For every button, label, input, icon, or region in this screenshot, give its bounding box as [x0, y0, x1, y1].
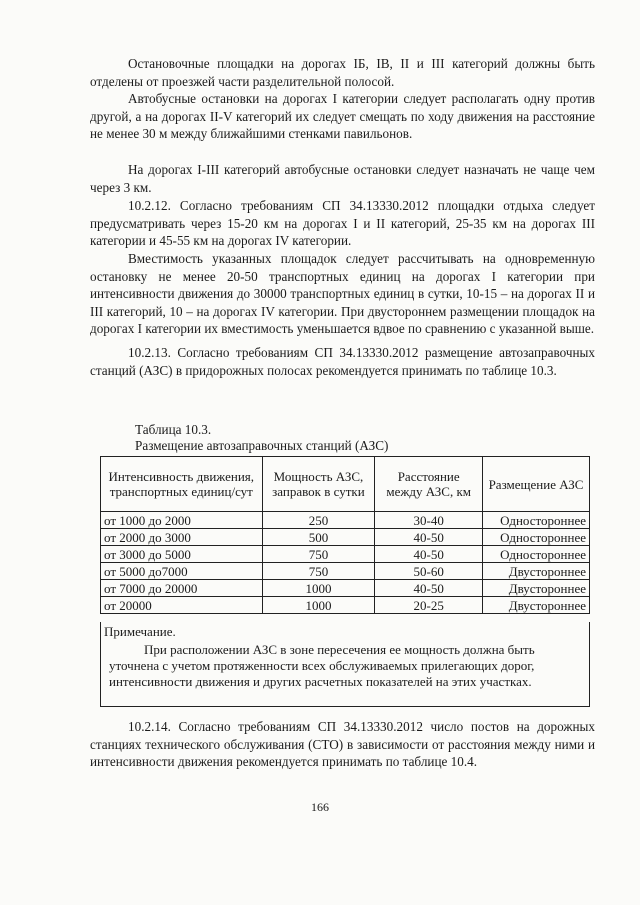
header-capacity: Мощность АЗС, заправок в сутки — [262, 457, 375, 512]
table-row — [101, 597, 590, 614]
header-distance: Расстояние между АЗС, км — [375, 457, 483, 512]
cell-intensity: от 1000 до 2000 — [101, 512, 263, 529]
cell-placement: Двустороннее — [483, 580, 590, 597]
cell-capacity: 1000 — [262, 597, 375, 614]
cell-placement: Двустороннее — [483, 597, 590, 614]
paragraph-10-2-14: 10.2.14. Согласно требованиям СП 34.13330.2012 число постов на дорожных станциях технического обслуживания (СТО) в зависимости от расстояния между ними и интенсивности движения рекомендуется принимать по таблице 10.4. — [90, 719, 595, 770]
cell-placement: Одностороннее — [483, 512, 590, 529]
cell-capacity: 750 — [262, 563, 375, 580]
cell-distance: 50-60 — [375, 563, 483, 580]
cell-intensity: от 5000 до7000 — [101, 563, 263, 580]
cell-distance: 30-40 — [375, 512, 483, 529]
cell-intensity: от 20000 — [101, 597, 263, 614]
cell-placement: Одностороннее — [483, 546, 590, 563]
paragraph-10-2-13: 10.2.13. Согласно требованиям СП 34.13330.2012 размещение автозаправочных станций (АЗС) в придорожных полосах рекомендуется принимать по таблице 10.3. — [90, 345, 595, 378]
note-label: Примечание. — [104, 624, 176, 639]
cell-intensity: от 3000 до 5000 — [101, 546, 263, 563]
table-header-row — [101, 457, 590, 512]
paragraph-10-2-12: 10.2.12. Согласно требованиям СП 34.13330.2012 площадки отдыха следует предусматривать через 15-20 км на дорогах I и II категорий, 25-35 км на дорогах III категории и 45-55 км на дорогах IV категории. — [90, 198, 595, 249]
azs-table — [100, 456, 590, 614]
cell-capacity: 1000 — [262, 580, 375, 597]
cell-capacity: 500 — [262, 529, 375, 546]
paragraph-stop-areas: Остановочные площадки на дорогах IБ, IB, II и III категорий должны быть отделены от проезжей части разделительной полосой. — [90, 56, 595, 89]
cell-placement: Двустороннее — [483, 563, 590, 580]
header-intensity: Интенсивность движения, транспортных единиц/сут — [101, 457, 263, 512]
paragraph-capacity: Вместимость указанных площадок следует рассчитывать на одновременную остановку не менее 20-50 транспортных единиц на дорогах I категории при интенсивности движения до 30000 транспортных единиц в сутки, 10-15 – на дорогах II и III категорий, 10 – на дорогах IV категории. При двустороннем размещении площадок на дорогах I категории их вместимость уменьшается вдвое по сравнению с указанной выше. — [90, 251, 595, 337]
table-row — [101, 546, 590, 563]
table-row — [101, 529, 590, 546]
table-note — [100, 622, 590, 707]
table-number: Таблица 10.3. — [135, 422, 212, 437]
paragraph-bus-stops-frequency: На дорогах I-III категорий автобусные остановки следует назначать не чаще чем через 3 км. — [90, 162, 595, 195]
table-row — [101, 563, 590, 580]
cell-placement: Одностороннее — [483, 529, 590, 546]
header-placement: Размещение АЗС — [483, 457, 590, 512]
cell-distance: 40-50 — [375, 529, 483, 546]
note-text: При расположении АЗС в зоне пересечения ее мощность должна быть уточнена с учетом протяженности всех обслуживаемых прилегающих дорог, интенсивности движения и других расчетных показателей на этих участках. — [109, 642, 535, 689]
cell-capacity: 750 — [262, 546, 375, 563]
cell-capacity: 250 — [262, 512, 375, 529]
cell-distance: 20-25 — [375, 597, 483, 614]
cell-intensity: от 2000 до 3000 — [101, 529, 263, 546]
table-row — [101, 580, 590, 597]
paragraph-bus-stops-placement: Автобусные остановки на дорогах I категории следует располагать одну против другой, а на дорогах II-V категорий их следует смещать по ходу движения на расстояние не менее 30 м между ближайшими стенками павильонов. — [90, 91, 595, 142]
table-title: Размещение автозаправочных станций (АЗС) — [135, 438, 389, 453]
cell-distance: 40-50 — [375, 546, 483, 563]
cell-distance: 40-50 — [375, 580, 483, 597]
table-row — [101, 512, 590, 529]
page-number: 166 — [311, 800, 329, 814]
cell-intensity: от 7000 до 20000 — [101, 580, 263, 597]
